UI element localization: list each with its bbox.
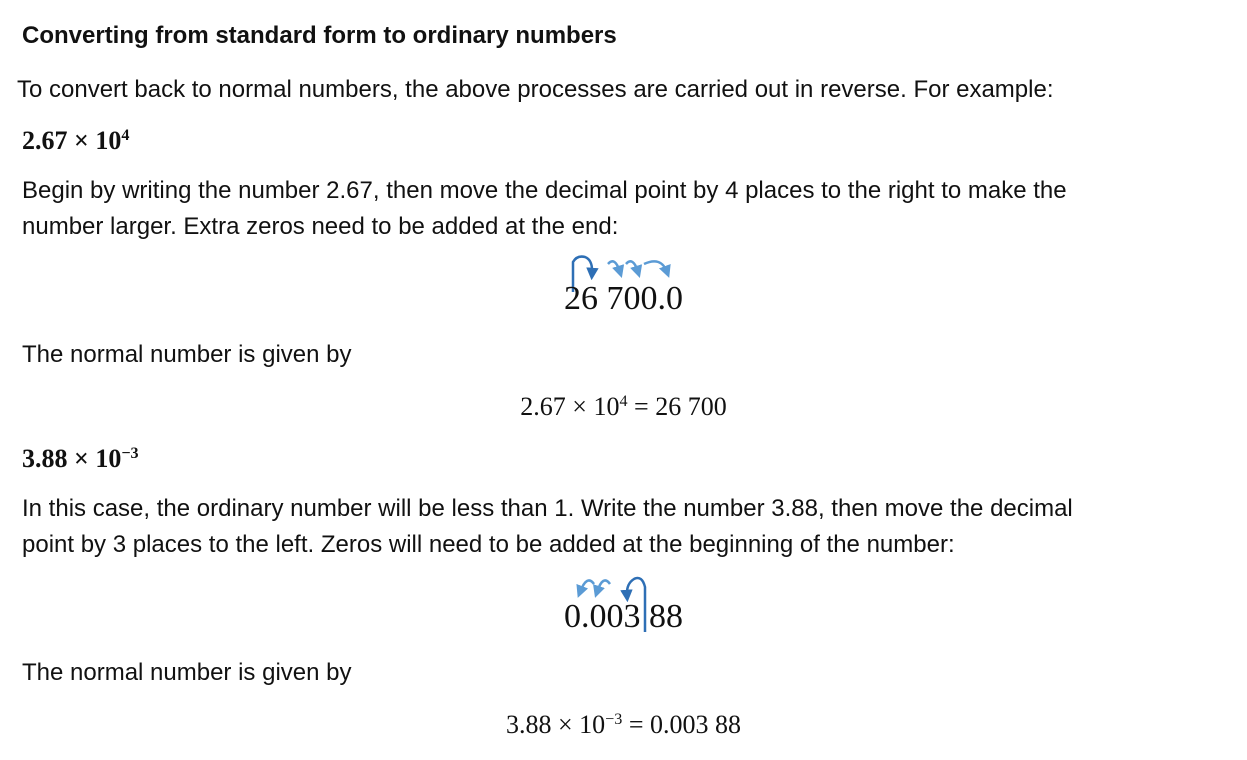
example2-label — [22, 443, 139, 474]
example1-shift-arrow-3 — [626, 261, 638, 272]
example1-equation-right: = 26 700 — [627, 392, 727, 421]
example2-worked-number: 0.003 88 — [564, 598, 683, 635]
intro-paragraph: To convert back to normal numbers, the above processes are carried out in reverse. For example: — [17, 76, 1054, 103]
example1-result-intro: The normal number is given by — [22, 341, 352, 368]
example1-shift-arrow-2 — [608, 261, 620, 272]
example2-equation-right: = 0.003 88 — [622, 710, 741, 739]
example2-equation-left: 3.88 × 10 — [506, 710, 606, 739]
example2-equation — [0, 710, 1247, 740]
example2-label-mantissa: 3.88 × 10 — [22, 444, 122, 473]
example1-equation-left: 2.67 × 10 — [520, 392, 620, 421]
example1-explanation-line1: Begin by writing the number 2.67, then move the decimal point by 4 places to the right to make the — [22, 177, 1067, 204]
example2-equation-exponent: −3 — [605, 711, 623, 729]
example1-equation-exponent: 4 — [619, 393, 628, 411]
example1-label-mantissa: 2.67 × 10 — [22, 126, 122, 155]
example1-worked-number: 26 700.0 — [564, 280, 683, 317]
example1-label — [22, 125, 129, 156]
example1-label-exponent: 4 — [121, 127, 130, 145]
section-heading: Converting from standard form to ordinary numbers — [22, 22, 617, 49]
example1-equation — [0, 392, 1247, 422]
example1-shift-arrow-4 — [644, 261, 667, 272]
example2-label-exponent: −3 — [121, 445, 139, 463]
example2-shift-arrow-2 — [597, 580, 610, 592]
example2-shift-arrow-1 — [580, 580, 594, 592]
example2-result-intro: The normal number is given by — [22, 659, 352, 686]
example2-explanation-line1: In this case, the ordinary number will be less than 1. Write the number 3.88, then move the decimal — [22, 495, 1073, 522]
example1-explanation-line2: number larger. Extra zeros need to be added at the end: — [22, 213, 619, 240]
example2-explanation-line2: point by 3 places to the left. Zeros will need to be added at the beginning of the number: — [22, 531, 955, 558]
